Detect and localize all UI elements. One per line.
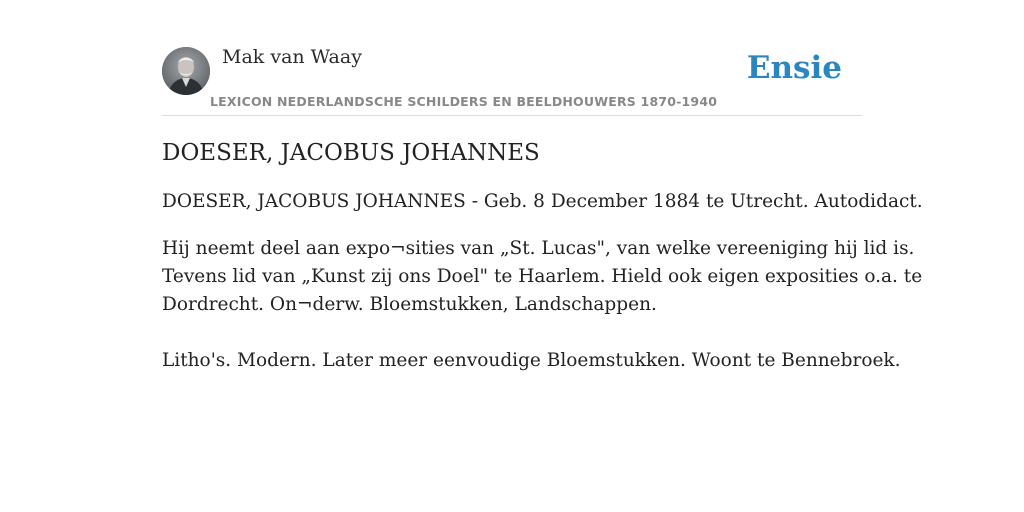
author-name[interactable]: Mak van Waay	[222, 46, 362, 68]
article-intro: DOESER, JACOBUS JOHANNES - Geb. 8 December 1884 te Utrecht. Autodidact.	[162, 191, 923, 212]
brand-logo[interactable]: Ensie	[746, 50, 842, 86]
header	[162, 0, 862, 116]
article-paragraph: Litho's. Modern. Later meer eenvoudige Bloemstukken. Woont te Bennebroek.	[162, 350, 901, 371]
paragraph-line: Tevens lid van „Kunst zij ons Doel" te Haarlem. Hield ook eigen exposities o.a. te	[162, 266, 923, 287]
article-title: DOESER, JACOBUS JOHANNES	[162, 140, 540, 166]
article-paragraph	[162, 235, 923, 319]
author-avatar[interactable]	[162, 47, 210, 95]
portrait-image	[162, 47, 210, 95]
paragraph-line: Dordrecht. On¬derw. Bloemstukken, Landschappen.	[162, 294, 657, 315]
page	[162, 0, 923, 375]
lexicon-subtitle[interactable]: LEXICON NEDERLANDSCHE SCHILDERS EN BEELDHOUWERS 1870-1940	[210, 94, 718, 109]
paragraph-line: Hij neemt deel aan expo¬sities van „St. Lucas", van welke vereeniging hij lid is.	[162, 238, 915, 259]
